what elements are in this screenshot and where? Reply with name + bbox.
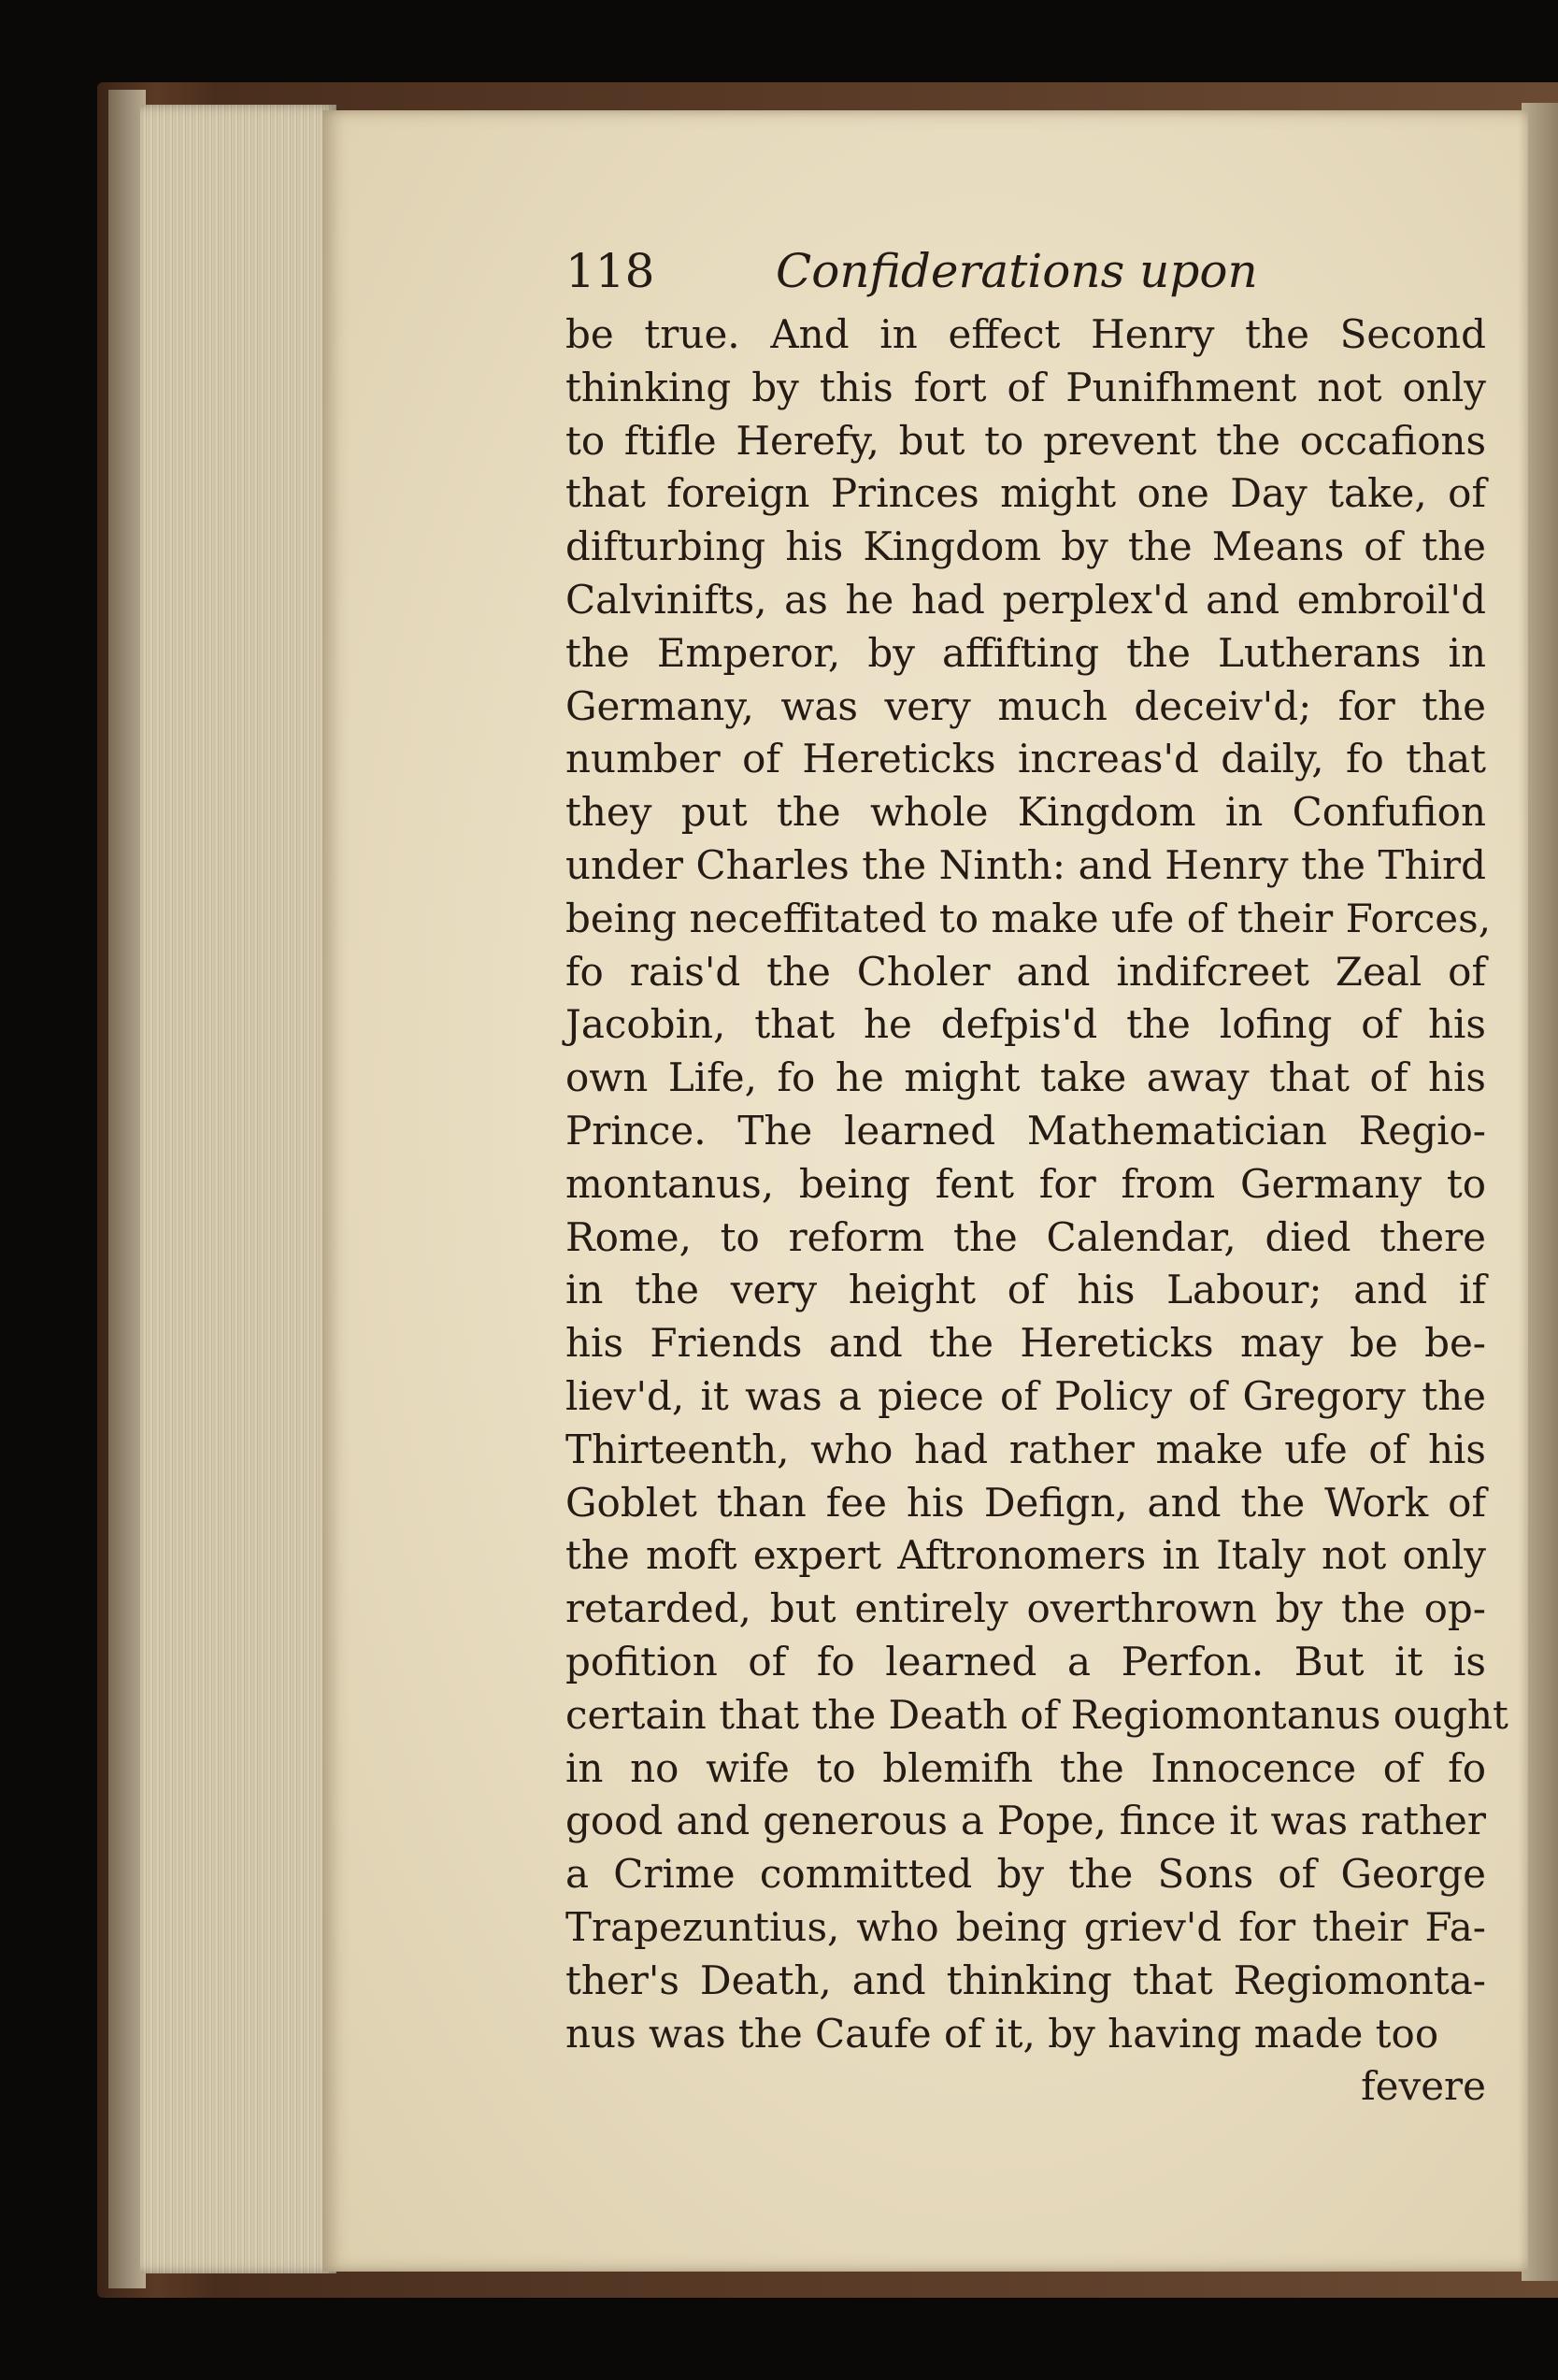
text-line: Trapezuntius, who being griev'd for their Fa- [565, 1903, 1486, 1950]
page-stack-edge [140, 105, 336, 2273]
text-line: in no wife to blemifh the Innocence of fo [565, 1744, 1486, 1791]
text-line: Jacobin, that he defpis'd the lofing of his [565, 1001, 1486, 1048]
running-head-title: Confiderations upon [776, 244, 1258, 298]
text-line: retarded, but entirely overthrown by the op- [565, 1585, 1486, 1632]
text-line: Goblet than fee his Defign, and the Work of [565, 1479, 1486, 1526]
text-line: in the very height of his Labour; and if [565, 1267, 1486, 1313]
text-line: own Life, fo he might take away that of his [565, 1054, 1486, 1101]
text-line: under Charles the Ninth: and Henry the Third [565, 841, 1486, 888]
text-line: that foreign Princes might one Day take, of [565, 470, 1486, 517]
page-text-block [565, 234, 1508, 2113]
text-line: Prince. The learned Mathematician Regio- [565, 1107, 1486, 1154]
catchword-row [565, 2060, 1486, 2113]
text-line: difturbing his Kingdom by the Means of the [565, 523, 1486, 570]
text-line: Calvinifts, as he had perplex'd and embroil'd [565, 576, 1486, 623]
text-line: thinking by this fort of Punifhment not only [565, 364, 1486, 410]
text-line: Rome, to reform the Calendar, died there [565, 1213, 1486, 1260]
text-line: nus was the Caufe of it, by having made too [565, 2010, 1439, 2057]
text-line: to ftifle Herefy, but to prevent the occafions [565, 417, 1486, 464]
catchword: fevere [1361, 2063, 1486, 2110]
body-text [565, 308, 1508, 2060]
text-line: good and generous a Pope, fince it was rather [565, 1798, 1486, 1844]
page-number: 118 [565, 244, 655, 298]
text-line: number of Hereticks increas'd daily, fo that [565, 736, 1486, 782]
text-line: fo rais'd the Choler and indifcreet Zeal of [565, 948, 1486, 995]
text-line: montanus, being fent for from Germany to [565, 1160, 1486, 1207]
text-line: Germany, was very much deceiv'd; for the [565, 682, 1486, 729]
running-head [565, 234, 1486, 308]
text-line: his Friends and the Hereticks may be be- [565, 1320, 1486, 1367]
text-line: being neceffitated to make ufe of their Forces, [565, 895, 1492, 941]
text-line: they put the whole Kingdom in Confufion [565, 789, 1486, 836]
text-line: pofition of fo learned a Perfon. But it is [565, 1638, 1486, 1685]
text-line: ther's Death, and thinking that Regiomonta- [565, 1957, 1486, 2003]
text-line: the moft expert Aftronomers in Italy not only [565, 1532, 1486, 1579]
text-line: Thirteenth, who had rather make ufe of his [565, 1426, 1486, 1472]
text-line: the Emperor, by affifting the Lutherans in [565, 629, 1486, 676]
text-line: be true. And in effect Henry the Second [565, 311, 1486, 357]
text-line: certain that the Death of Regiomontanus ought [565, 1691, 1508, 1738]
text-line: a Crime committed by the Sons of George [565, 1851, 1486, 1898]
text-line: liev'd, it was a piece of Policy of Gregory the [565, 1372, 1486, 1419]
